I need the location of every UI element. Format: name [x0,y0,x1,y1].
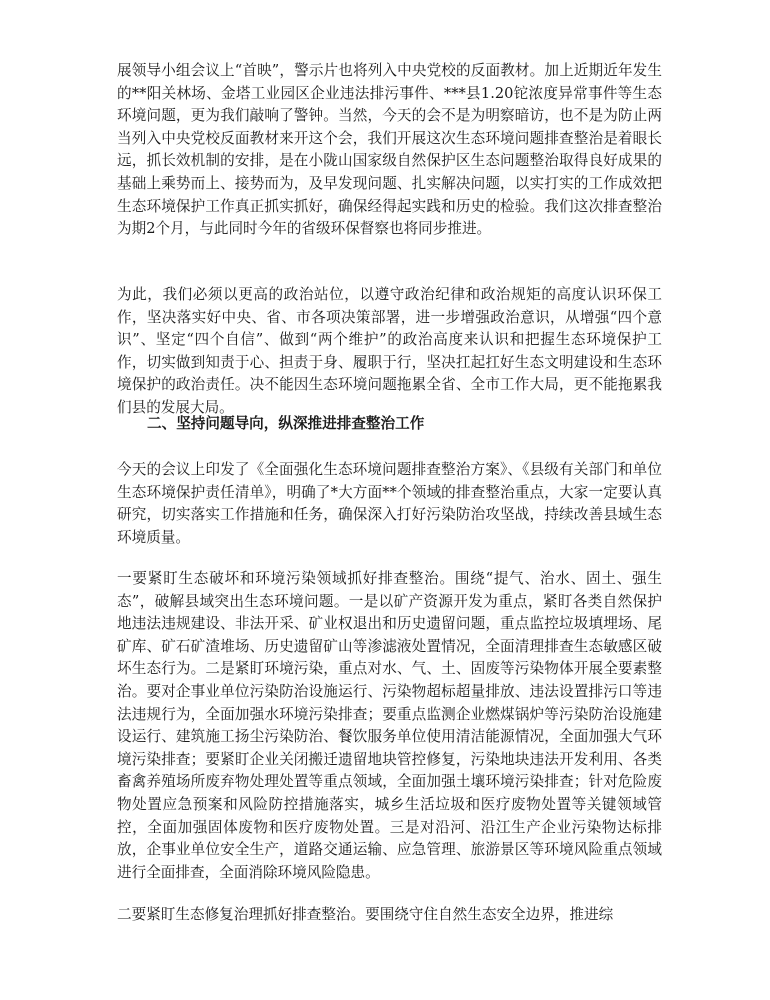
body-paragraph-4: 一要紧盯生态破坏和环境污染领域抓好排查整治。围绕“提气、治水、固土、强生态”，破解县域突出生态环境问题。一是以矿产资源开发为重点，紧盯各类自然保护地违法违规建设、非法开采、矿业权退出和历史遗留问题，重点监控垃圾填埋场、尾矿库、矿石矿渣堆场、历史遗留矿山等渗滤液处置情况，全面清理排查生态敏感区破坏生态行为。二是紧盯环境污染，重点对水、气、土、固废等污染物体开展全要素整治。要对企事业单位污染防治设施运行、污染物超标超量排放、违法设置排污口等违法违规行为，全面加强水环境污染排查；要重点监测企业燃煤锅炉等污染防治设施建设运行、建筑施工扬尘污染防治、餐饮服务单位使用清洁能源情况，全面加强大气环境污染排查；要紧盯企业关闭搬迁遗留地块管控修复，污染地块违法开发利用、各类畜禽养殖场所废弃物处理处置等重点领域，全面加强土壤环境污染排查；针对危险废物处置应急预案和风险防控措施落实，城乡生活垃圾和医疗废物处置等关键领域管控，全面加强固体废物和医疗废物处置。三是对沿河、沿江生产企业污染物达标排放，企事业单位安全生产，道路交通运输、应急管理、旅游景区等环境风险重点领域进行全面排查，全面消除环境风险隐患。 [117,570,662,881]
body-paragraph-3: 今天的会议上印发了《全面强化生态环境问题排查整治方案》、《县级有关部门和单位生态环境保护责任清单》，明确了*大方面**个领域的排查整治重点，大家一定要认真研究，切实落实工作措施和任务，确保深入打好污染防治攻坚战，持续改善县域生态环境质量。 [117,461,662,546]
section-heading: 二、坚持问题导向，纵深推进排查整治工作 [147,415,425,432]
body-paragraph-2: 为此，我们必须以更高的政治站位，以遵守政治纪律和政治规矩的高度认识环保工作，坚决落实好中央、省、市各项决策部署，进一步增强政治意识，从增强“四个意识”、坚定“四个自信”、做到“两个维护”的政治高度来认识和把握生态环境保护工作，切实做到知责于心、担责于身、履职于行，坚决扛起扛好生态文明建设和生态环境保护的政治责任。决不能因生态环境问题拖累全省、全市工作大局，更不能拖累我们县的发展大局。 [117,286,662,416]
body-paragraph-5: 二要紧盯生态修复治理抓好排查整治。要围绕守住自然生态安全边界，推进综 [117,906,614,923]
body-paragraph-1: 展领导小组会议上“首映”，警示片也将列入中央党校的反面教材。加上近期近年发生的**阳关林场、金塔工业园区企业违法排污事件、***县1.20铊浓度异常事件等生态环境问题，更为我们敲响了警钟。当然，今天的会不是为明察暗访，也不是为防止两当列入中央党校反面教材来开这个会，我们开展这次生态环境问题排查整治是着眼长远，抓长效机制的安排，是在小陇山国家级自然保护区生态问题整治取得良好成果的基础上乘势而上、接势而为，及早发现问题、扎实解决问题，以实打实的工作成效把生态环境保护工作真正抓实抓好，确保经得起实践和历史的检验。我们这次排查整治为期2个月，与此同时今年的省级环保督察也将同步推进。 [117,62,662,238]
